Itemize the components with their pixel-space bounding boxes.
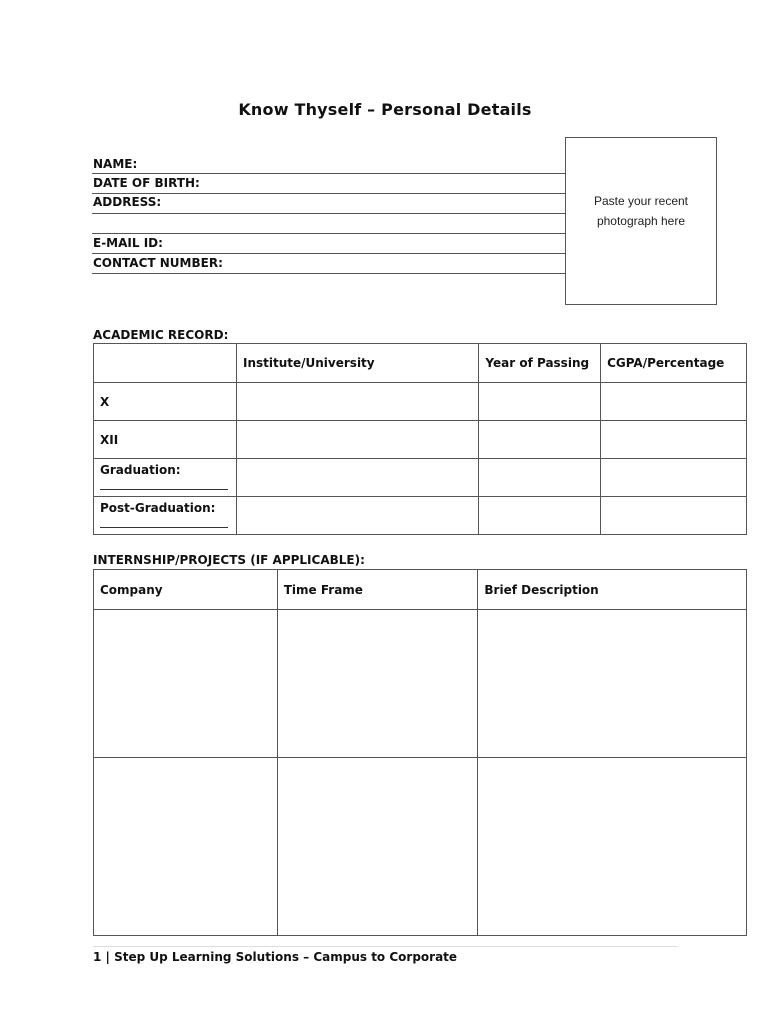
name-field[interactable] <box>92 157 566 174</box>
email-label: E-MAIL ID: <box>93 236 163 250</box>
footer-divider <box>93 946 678 947</box>
contact-label: CONTACT NUMBER: <box>93 256 223 270</box>
table-row <box>94 383 747 421</box>
cell-company[interactable] <box>94 610 278 758</box>
dob-field[interactable] <box>92 176 566 194</box>
cell-institute[interactable] <box>236 497 478 535</box>
table-row <box>94 421 747 459</box>
academic-table <box>93 343 747 535</box>
internship-table <box>93 569 747 936</box>
internship-header-description: Brief Description <box>478 570 747 610</box>
academic-header-row <box>94 344 747 383</box>
cell-description[interactable] <box>478 610 747 758</box>
graduation-blank-line[interactable] <box>100 483 228 490</box>
page-title: Know Thyself – Personal Details <box>238 100 532 119</box>
internship-header-company: Company <box>94 570 278 610</box>
row-label-xii: XII <box>94 421 237 459</box>
photo-box <box>565 137 717 305</box>
contact-field[interactable] <box>92 256 566 274</box>
internship-heading: INTERNSHIP/PROJECTS (IF APPLICABLE): <box>93 553 365 567</box>
cell-time-frame[interactable] <box>277 758 478 936</box>
cell-institute[interactable] <box>236 421 478 459</box>
cell-year[interactable] <box>479 497 601 535</box>
address-line-2[interactable] <box>92 216 566 234</box>
row-label-postgraduation-cell <box>94 497 237 535</box>
address-field[interactable] <box>92 195 566 214</box>
row-label-postgraduation: Post-Graduation: <box>100 500 216 515</box>
photo-text-1: Paste your recent <box>593 194 689 208</box>
name-label: NAME: <box>93 157 138 171</box>
academic-header-cgpa: CGPA/Percentage <box>601 344 747 383</box>
row-label-graduation-cell <box>94 459 237 497</box>
cell-institute[interactable] <box>236 383 478 421</box>
cell-cgpa[interactable] <box>601 497 747 535</box>
internship-header-time-frame: Time Frame <box>277 570 478 610</box>
address-label: ADDRESS: <box>93 195 162 209</box>
cell-institute[interactable] <box>236 459 478 497</box>
cell-cgpa[interactable] <box>601 383 747 421</box>
dob-label: DATE OF BIRTH: <box>93 176 200 190</box>
cell-year[interactable] <box>479 383 601 421</box>
cell-year[interactable] <box>479 459 601 497</box>
academic-header-institute: Institute/University <box>236 344 478 383</box>
internship-header-row <box>94 570 747 610</box>
row-label-x: X <box>94 383 237 421</box>
cell-year[interactable] <box>479 421 601 459</box>
photo-text-2: photograph here <box>596 214 686 228</box>
cell-company[interactable] <box>94 758 278 936</box>
academic-heading: ACADEMIC RECORD: <box>93 328 229 342</box>
postgraduation-blank-line[interactable] <box>100 521 228 528</box>
table-row <box>94 610 747 758</box>
table-row <box>94 758 747 936</box>
cell-cgpa[interactable] <box>601 459 747 497</box>
row-label-graduation: Graduation: <box>100 462 181 477</box>
cell-time-frame[interactable] <box>277 610 478 758</box>
cell-description[interactable] <box>478 758 747 936</box>
table-row <box>94 459 747 497</box>
table-row <box>94 497 747 535</box>
email-field[interactable] <box>92 236 566 254</box>
page-footer: 1 | Step Up Learning Solutions – Campus to Corporate <box>93 950 458 964</box>
academic-header-blank <box>94 344 237 383</box>
academic-header-year: Year of Passing <box>479 344 601 383</box>
cell-cgpa[interactable] <box>601 421 747 459</box>
